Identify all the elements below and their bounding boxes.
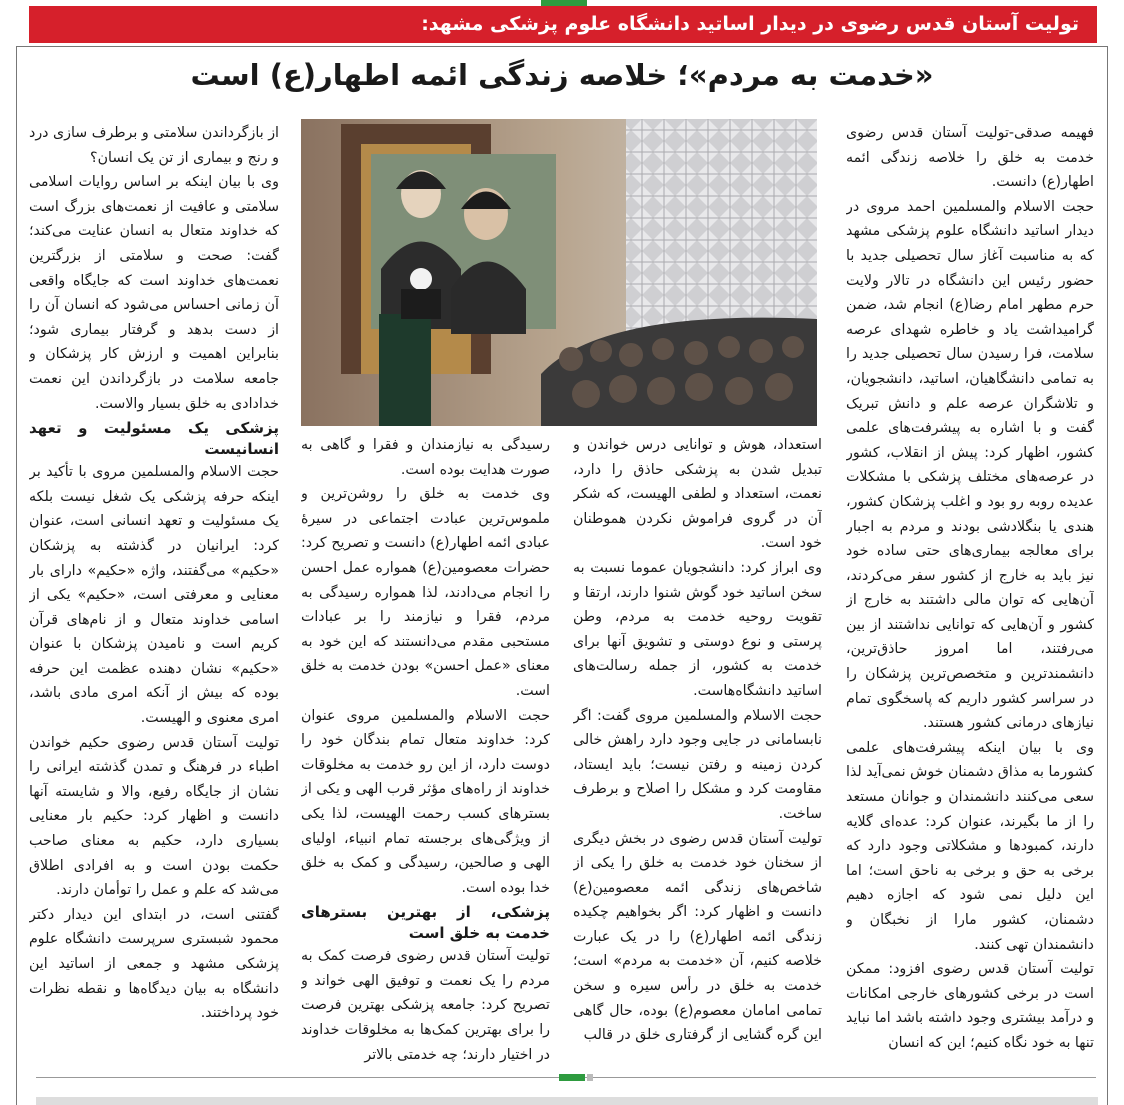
paragraph: حجت الاسلام والمسلمین احمد مروی در دیدار اساتید دانشگاه علوم پزشکی مشهد که به مناسبت آغاز سال تحصیلی جدید با حضور رئیس این دانشگاه در تالار ولایت حرم مطهر امام رضا(ع) انجام شد، ضمن گرامیداشت یاد و خاطره شهدای عرصه سلامت، فرا رسیدن سال تحصیلی جدید را به تمامی دانشگاهیان، اساتید، دانشجویان، و تلاشگران عرصه علم و دانش تبریک گفت و با اشاره به پیشرفت‌های علمی کشور، اظهار کرد: پیش از انقلاب، کشور در عرصه‌های مختلف پزشکی با مشکلات عدیده روبه رو بود و اغلب پزشکان کشور، هندی یا بنگلادشی بودند و مردم به اجبار برای معالجه بیماری‌های حتی ساده خود نیز باید به خارج از کشور سفر می‌کردند، آن‌هایی که توان مالی داشتند به خارج از کشور و آن‌هایی که توانایی نداشتند از بین می‌رفتند، اما امروز حاذق‌ترین، دانشمندترین و متخصص‌ترین پزشکان را در سراسر کشور داریم که پاسخگوی تمام نیازهای درمانی کشور هستند.	[846, 198, 1094, 732]
paragraph: تولیت آستان قدس رضوی حکیم خواندن اطباء در فرهنگ و تمدن گذشته ایرانی را نشان از جایگاه رفیع، والا و شایسته آنها دانست و اظهار کرد: حکیم بار معنایی بسیاری دارد، حکیم به معنای صاحب حکمت بودن است و به افرادی اطلاق می‌شد که علم و عمل را توأمان دارند.	[29, 734, 279, 899]
page-indicator	[557, 1073, 595, 1082]
headline: «خدمت به مردم»؛ خلاصه زندگی ائمه اطهار(ع) است	[190, 58, 934, 92]
column-1	[846, 121, 1094, 1073]
paragraph: حجت الاسلام والمسلمین مروی گفت: اگر نابسامانی در جایی وجود دارد راهش خالی کردن زمینه و رفتن نیست؛ باید ایستاد، مقاومت کرد و مشکل را اصلاح و برطرف ساخت.	[573, 707, 822, 822]
paragraph: حجت الاسلام والمسلمین مروی عنوان کرد: خداوند متعال تمام بندگان خود را دوست دارد، از این رو خدمت به مخلوقات خداوند از راه‌های مؤثر قرب الهی و یکی از بسترهای کسب رحمت الهیست، لذا یکی از ویژگی‌های برجسته تمام انبیاء، اولیای الهی و صالحین، رسیدگی و کمک به خلق خدا بوده است.	[301, 707, 550, 896]
paragraph: تولیت آستان قدس رضوی فرصت کمک به مردم را یک نعمت و توفیق الهی خواند و تصریح کرد: جامعه پزشکی بهترین فرصت را برای بهترین کمک‌ها به مخلوقات خداوند در اختیار دارند؛ چه خدمتی بالاتر	[301, 948, 550, 1063]
paragraph: وی ابراز کرد: دانشجویان عموما نسبت به سخن اساتید خود گوش شنوا دارند، ارتقا و تقویت روحیه خدمت به مردم، وطن پرستی و نوع دوستی و تشویق آنها برای خدمت به کشور، از جمله رسالت‌های اساتید دانشگاه‌هاست.	[573, 559, 822, 699]
kicker-bar: تولیت آستان قدس رضوی در دیدار اساتید دانشگاه علوم پزشکی مشهد:	[29, 6, 1097, 43]
paragraph: تولیت آستان قدس رضوی افزود: ممکن است در برخی کشورهای خارجی امکانات و درآمد بیشتری وجود داشته باشد اما نباید تنها به خود نگاه کنیم؛ این که انسان	[846, 961, 1094, 1051]
paragraph: استعداد، هوش و توانایی درس خواندن و تبدیل شدن به پزشکی حاذق را دارد، نعمت، استعداد و لطفی الهیست، که شکر آن در گروی فراموش نکردن هموطنان خود است.	[573, 437, 822, 552]
paragraph: گفتنی است، در ابتدای این دیدار دکتر محمود شبستری سرپرست دانشگاه علوم پزشکی مشهد و جمعی از اساتید این دانشگاه به بیان دیدگاه‌ها و نقطه نظرات خود پرداختند.	[29, 906, 279, 1022]
article-photo	[301, 119, 817, 426]
paragraph: وی با بیان اینکه پیشرفت‌های علمی کشورما به مذاق دشمنان خوش نمی‌آید لذا سعی می‌کنند دانشمندان و جوانان مستعد را از ما بگیرند، عنوان کرد: عده‌ای گلایه دارند، کمبودها و مشکلاتی وجود دارد که برخی به حق و برخی به ناحق است؛ اما این دلیل نمی شود که اجازه دهیم دشمنان، کشور مارا از نخبگان و دانشمندان تهی کنند.	[846, 739, 1094, 953]
column-4	[29, 121, 279, 1073]
paragraph: رسیدگی به نیازمندان و فقرا و گاهی به صورت هدایت بوده است.	[301, 437, 550, 478]
footer-bar	[36, 1097, 1098, 1105]
paragraph: وی خدمت به خلق را روشن‌ترین و ملموس‌ترین عبادت اجتماعی در سیرهٔ عبادی ائمه اطهار(ع) دانست و تصریح کرد: حضرات معصومین(ع) همواره عمل احسن را انجام می‌دادند، لذا همواره رسیدگی به مردم، فقرا و نیازمند را بر عبادات مستحبی مقدم می‌دانستند که این خود به معنای «عمل احسن» بودن خدمت به خلق است.	[301, 486, 550, 699]
paragraph: فهیمه صدقی-تولیت آستان قدس رضوی خدمت به خلق را خلاصه زندگی ائمه اطهار(ع) دانست.	[846, 125, 1094, 191]
photo-illustration	[301, 119, 817, 426]
paragraph: حجت الاسلام والمسلمین مروی با تأکید بر اینکه حرفه پزشکی یک شغل نیست بلکه یک مسئولیت و تعهد انسانی است، عنوان کرد: ایرانیان در گذشته به پزشکان «حکیم» می‌گفتند، واژه «حکیم» دارای بار معنایی و معرفتی است، «حکیم» یکی از اسامی خداوند متعال و از نام‌های قرآن کریم است و نامیدن پزشکان با عنوان «حکیم» نشان دهنده عظمت این حرفه بوده که بیش از آنکه امری مادی باشد، امری معنوی و الهیست.	[29, 464, 279, 727]
subheading: پزشکی، از بهترین بسترهای خدمت به خلق است	[301, 903, 550, 943]
column-3	[301, 433, 550, 1073]
subheading: پزشکی یک مسئولیت و تعهد انسانیست	[29, 419, 279, 459]
paragraph: از بازگرداندن سلامتی و برطرف سازی درد و رنج و بیماری از تن یک انسان؟	[29, 125, 279, 166]
column-2	[573, 433, 822, 1073]
paragraph: تولیت آستان قدس رضوی در بخش دیگری از سخنان خود خدمت به خلق را یکی از شاخص‌های زندگی ائمه معصومین(ع) دانست و اظهار کرد: اگر بخواهیم چکیده زندگی ائمه اطهار(ع) را در یک عبارت خلاصه کنیم، آن «خدمت به مردم» است؛ خدمت به خلق در رأس سیره و سخن تمامی امامان معصوم(ع) بوده، حال گاهی این گره گشایی از گرفتاری خلق در قالب	[573, 830, 822, 1044]
paragraph: وی با بیان اینکه بر اساس روایات اسلامی سلامتی و عافیت از نعمت‌های بزرگ است که خداوند متعال به انسان عنایت می‌کند؛ گفت: صحت و سلامتی از بزرگترین نعمت‌های خداوند است که جایگاه واقعی آن زمانی احساس می‌شود که انسان آن را از دست بدهد و گرفتار بیماری شود؛ بنابراین اهمیت و ارزش کار پزشکان و جامعه سلامت در بازگرداندن این نعمت خدادادی به خلق بسیار والاست.	[29, 174, 279, 412]
